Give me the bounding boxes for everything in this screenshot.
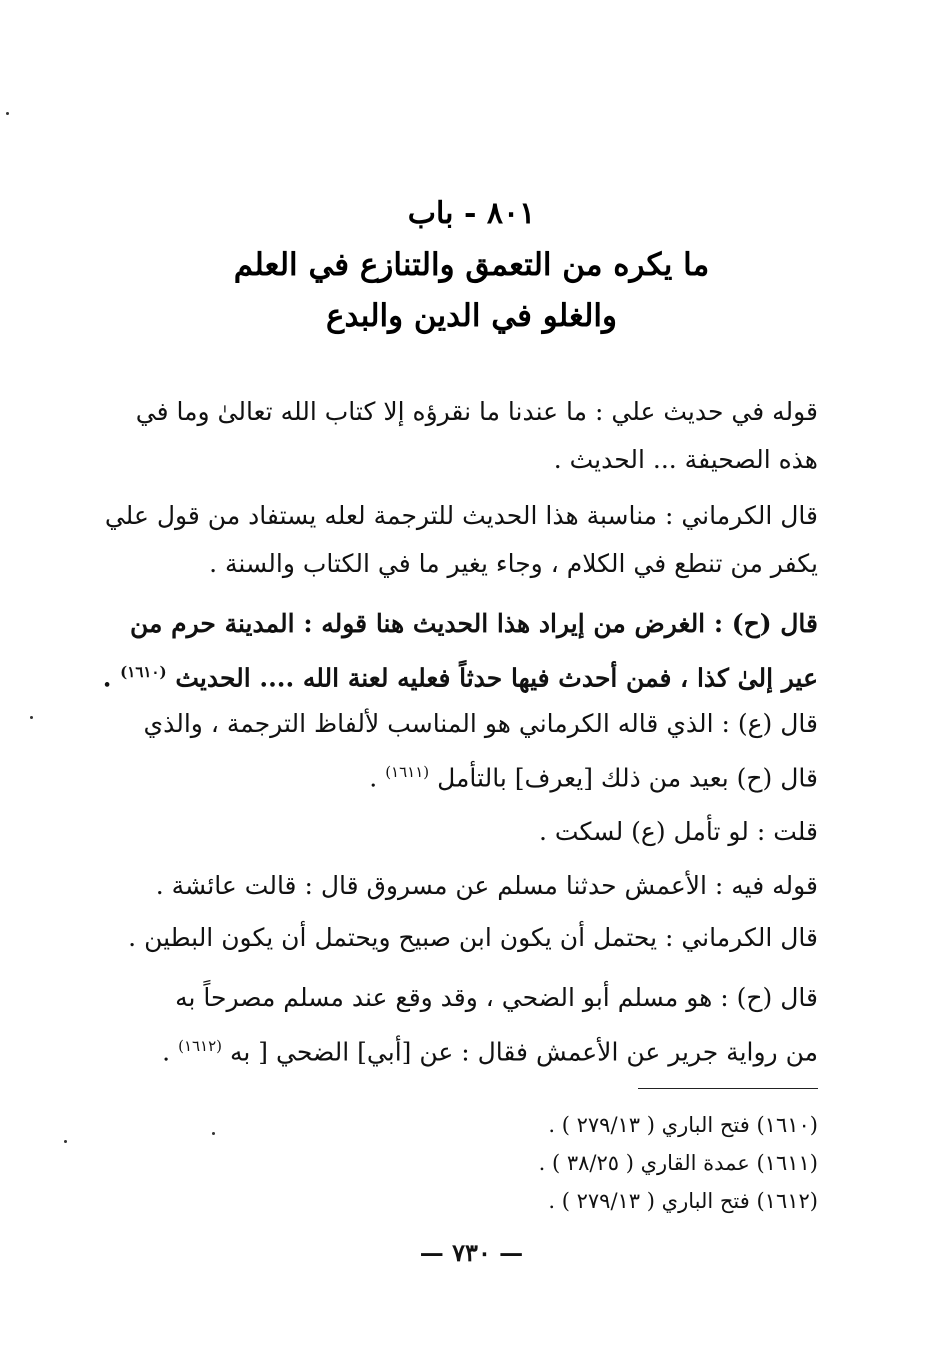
scan-speck <box>64 1140 67 1143</box>
paragraph-line <box>102 648 818 702</box>
footnotes <box>318 1106 818 1220</box>
paragraph-line: قال (ح) : الغرض من إيراد هذا الحديث هنا قوله : المدينة حرم من <box>130 609 818 638</box>
chapter-title-line-2: والغلو في الدين والبدع <box>325 298 617 334</box>
paragraph-line: قال (ح) : هو مسلم أبو الضحي ، وقد وقع عند مسلم مصرحاً به <box>175 983 818 1012</box>
footnote-item: (١٦١١) عمدة القاري ( ٣٨/٢٥ ) . <box>538 1151 818 1175</box>
footnote-item: (١٦١٠) فتح الباري ( ٢٧٩/١٣ ) . <box>548 1113 818 1137</box>
footnote-item: (١٦١٢) فتح الباري ( ٢٧٩/١٣ ) . <box>548 1189 818 1213</box>
sentence-end: . <box>102 663 112 693</box>
paragraph-line: قلت : لو تأمل (ع) لسكت . <box>539 817 818 846</box>
paragraph-text: قال (ح) بعيد من ذلك [يعرف] بالتأمل <box>437 763 818 793</box>
sentence-end: . <box>369 763 378 793</box>
paragraph-text: من رواية جرير عن الأعمش فقال : عن [أبي] الضحي [ به <box>229 1037 818 1067</box>
chapter-number: ٨٠١ - باب <box>407 196 536 231</box>
paragraph-line: قال (ع) : الذي قاله الكرماني هو المناسب لألفاظ الترجمة ، والذي <box>143 709 818 738</box>
footnote-ref: (١٦١٢) <box>178 1037 223 1055</box>
chapter-title-line-1: ما يكره من التعمق والتنازع في العلم <box>233 247 710 283</box>
paragraph-1 <box>108 388 818 484</box>
page-number: — ٧٣٠ — <box>419 1238 524 1267</box>
paragraph-line: يكفر من تنطع في الكلام ، وجاء يغير ما في الكتاب والسنة . <box>209 549 818 578</box>
footnote-ref: (١٦١١) <box>385 763 430 781</box>
paragraph-6 <box>108 862 818 910</box>
paragraph-line: قوله فيه : الأعمش حدثنا مسلم عن مسروق قال : قالت عائشة . <box>155 871 818 900</box>
paragraph-5 <box>108 808 818 856</box>
paragraph-7 <box>108 914 818 962</box>
paragraph-line <box>108 748 818 802</box>
paragraph-line: قال الكرماني : يحتمل أن يكون ابن صبيح ويحتمل أن يكون البطين . <box>128 923 818 952</box>
paragraph-text: عير إلىٰ كذا ، فمن أحدث فيها حدثاً فعليه لعنة الله .... الحديث <box>175 663 818 693</box>
scan-speck <box>212 1132 215 1135</box>
paragraph-4 <box>108 700 818 802</box>
paragraph-2 <box>104 492 818 588</box>
paragraph-8 <box>108 974 818 1076</box>
sentence-end: . <box>162 1037 171 1067</box>
footnote-ref: (١٦١٠) <box>120 663 167 681</box>
paragraph-3 <box>102 600 818 702</box>
scan-speck <box>30 716 33 719</box>
paragraph-line: هذه الصحيفة ... الحديث . <box>553 445 818 474</box>
paragraph-line: قوله في حديث علي : ما عندنا ما نقرؤه إلا كتاب الله تعالىٰ وما في <box>135 397 818 426</box>
paragraph-line: قال الكرماني : مناسبة هذا الحديث للترجمة لعله يستفاد من قول علي <box>104 501 818 530</box>
paragraph-line <box>108 1022 818 1076</box>
footnote-divider <box>638 1088 818 1089</box>
scan-speck <box>6 112 9 115</box>
